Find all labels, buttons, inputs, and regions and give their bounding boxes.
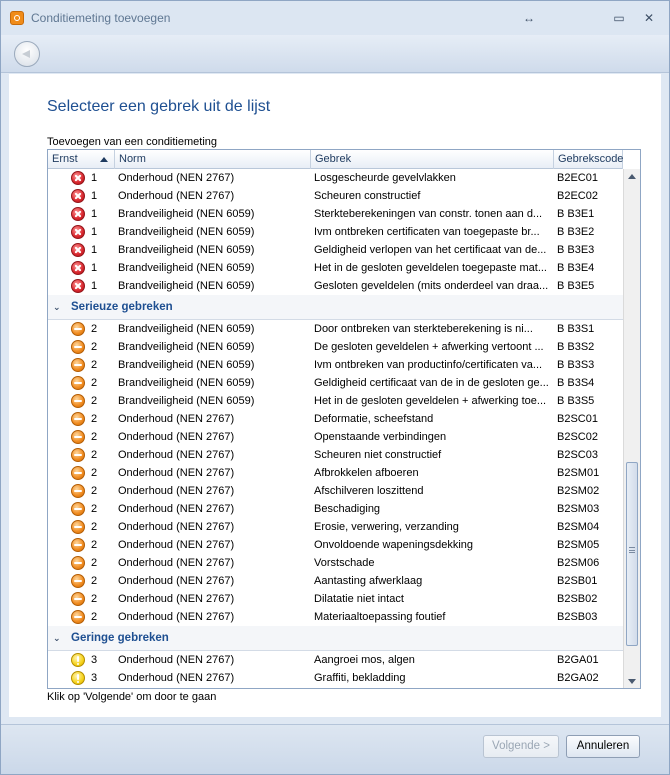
ernst-cell: 2 (91, 467, 98, 479)
norm-cell: Onderhoud (NEN 2767) (118, 190, 235, 202)
gebrek-cell: Onvoldoende wapeningsdekking (314, 539, 474, 551)
table-row[interactable] (48, 392, 623, 410)
gebrek-cell: De gesloten geveldelen + afwerking vertoont ... (314, 341, 544, 353)
severity-orange-icon (71, 358, 85, 372)
severity-orange-icon (71, 574, 85, 588)
severity-orange-icon (71, 484, 85, 498)
column-header-label: Ernst (52, 153, 78, 165)
gebrekscode-cell: B B3E4 (557, 262, 595, 274)
gebrek-cell: Geldigheid certificaat van de in de gesloten ge... (314, 377, 549, 389)
gebrekscode-cell: B2SC01 (557, 413, 598, 425)
gebrekscode-cell: B2SC02 (557, 431, 598, 443)
norm-cell: Brandveiligheid (NEN 6059) (118, 341, 255, 353)
group-header[interactable] (48, 626, 623, 651)
norm-cell: Onderhoud (NEN 2767) (118, 172, 235, 184)
table-row[interactable] (48, 446, 623, 464)
ernst-cell: 2 (91, 575, 98, 587)
gebrek-cell: Geldigheid verlopen van het certificaat van de... (314, 244, 547, 256)
severity-red-icon (71, 171, 85, 185)
table-row[interactable] (48, 320, 623, 338)
ernst-cell: 2 (91, 557, 98, 569)
norm-cell: Brandveiligheid (NEN 6059) (118, 226, 255, 238)
gebrek-cell: Afbrokkelen afboeren (314, 467, 419, 479)
group-header[interactable] (48, 295, 623, 320)
ernst-cell: 2 (91, 359, 98, 371)
group-title: Serieuze gebreken (71, 301, 173, 313)
table-row[interactable] (48, 608, 623, 626)
ernst-cell: 2 (91, 323, 98, 335)
gebrekscode-cell: B2GA01 (557, 654, 599, 666)
norm-cell: Brandveiligheid (NEN 6059) (118, 395, 255, 407)
gebrekscode-cell: B2SB01 (557, 575, 598, 587)
gebrekscode-cell: B2GA02 (557, 672, 599, 684)
gebrek-cell: Door ontbreken van sterkteberekening is ni... (314, 323, 533, 335)
back-arrow-icon[interactable] (14, 41, 40, 67)
severity-orange-icon (71, 502, 85, 516)
gebrekscode-cell: B B3E3 (557, 244, 595, 256)
gebrekscode-cell: B B3S4 (557, 377, 595, 389)
column-header-norm[interactable]: Norm (115, 150, 311, 169)
scroll-up-icon[interactable] (624, 169, 641, 185)
norm-cell: Brandveiligheid (NEN 6059) (118, 377, 255, 389)
gebrek-cell: Scheuren niet constructief (314, 449, 442, 461)
severity-orange-icon (71, 322, 85, 336)
norm-cell: Onderhoud (NEN 2767) (118, 654, 235, 666)
table-row[interactable] (48, 187, 623, 205)
table-row[interactable] (48, 223, 623, 241)
table-row[interactable] (48, 464, 623, 482)
table-row[interactable] (48, 590, 623, 608)
norm-cell: Onderhoud (NEN 2767) (118, 449, 235, 461)
hint-text: Klik op 'Volgende' om door te gaan (47, 691, 217, 703)
gebrekscode-cell: B B3S5 (557, 395, 595, 407)
table-row[interactable] (48, 277, 623, 295)
gebrekscode-cell: B2SM05 (557, 539, 600, 551)
table-row[interactable] (48, 651, 623, 669)
gebrek-cell: Losgescheurde gevelvlakken (314, 172, 456, 184)
next-button[interactable]: Volgende > (483, 735, 559, 758)
app-icon (10, 11, 24, 25)
severity-yellow-icon (71, 671, 85, 685)
sort-ascending-icon (100, 157, 108, 162)
gebrek-cell: Openstaande verbindingen (314, 431, 447, 443)
ernst-cell: 3 (91, 672, 98, 684)
severity-orange-icon (71, 412, 85, 426)
ernst-cell: 2 (91, 341, 98, 353)
ernst-cell: 2 (91, 413, 98, 425)
ernst-cell: 1 (91, 208, 98, 220)
severity-orange-icon (71, 448, 85, 462)
gebrek-cell: Graffiti, bekladding (314, 672, 406, 684)
table-row[interactable] (48, 410, 623, 428)
ernst-cell: 2 (91, 395, 98, 407)
gebrek-cell: Beschadiging (314, 503, 381, 515)
column-header-gebrekscode[interactable]: Gebrekscode (554, 150, 623, 169)
norm-cell: Onderhoud (NEN 2767) (118, 431, 235, 443)
severity-orange-icon (71, 610, 85, 624)
norm-cell: Brandveiligheid (NEN 6059) (118, 208, 255, 220)
gebrek-cell: Ivm ontbreken van productinfo/certificaten va... (314, 359, 543, 371)
gebrekscode-cell: B B3S3 (557, 359, 595, 371)
section-label: Toevoegen van een conditiemeting (47, 136, 218, 148)
ernst-cell: 1 (91, 262, 98, 274)
restore-icon[interactable]: ▭ (613, 11, 625, 25)
gebrek-cell: Het in de gesloten geveldelen toegepaste mat... (314, 262, 547, 274)
ernst-cell: 3 (91, 654, 98, 666)
navigation-toolbar (1, 35, 669, 73)
ernst-cell: 2 (91, 485, 98, 497)
norm-cell: Onderhoud (NEN 2767) (118, 575, 235, 587)
severity-orange-icon (71, 376, 85, 390)
vertical-scrollbar[interactable] (623, 169, 640, 689)
severity-red-icon (71, 207, 85, 221)
table-row[interactable] (48, 669, 623, 687)
gebrekscode-cell: B B3E2 (557, 226, 595, 238)
table-row[interactable] (48, 241, 623, 259)
gebrekscode-cell: B2EC02 (557, 190, 598, 202)
grid-header (48, 150, 623, 169)
ernst-cell: 1 (91, 244, 98, 256)
norm-cell: Brandveiligheid (NEN 6059) (118, 244, 255, 256)
ernst-cell: 1 (91, 190, 98, 202)
ernst-cell: 2 (91, 539, 98, 551)
column-header-ernst[interactable] (48, 150, 115, 169)
scroll-down-icon[interactable] (624, 673, 641, 689)
gebrekscode-cell: B B3S2 (557, 341, 595, 353)
gebrekscode-cell: B B3S1 (557, 323, 595, 335)
table-row[interactable] (48, 482, 623, 500)
gebrekscode-cell: B2SM03 (557, 503, 600, 515)
severity-red-icon (71, 189, 85, 203)
norm-cell: Onderhoud (NEN 2767) (118, 539, 235, 551)
norm-cell: Brandveiligheid (NEN 6059) (118, 262, 255, 274)
severity-red-icon (71, 225, 85, 239)
gebrekscode-cell: B2SM01 (557, 467, 600, 479)
severity-orange-icon (71, 538, 85, 552)
chevron-down-icon[interactable]: ⌄ (53, 302, 61, 312)
gebrekscode-cell: B2SM02 (557, 485, 600, 497)
norm-cell: Onderhoud (NEN 2767) (118, 503, 235, 515)
severity-orange-icon (71, 340, 85, 354)
ernst-cell: 2 (91, 377, 98, 389)
table-row[interactable] (48, 500, 623, 518)
table-row[interactable] (48, 338, 623, 356)
table-row[interactable] (48, 259, 623, 277)
gebrek-cell: Dilatatie niet intact (314, 593, 404, 605)
gebrek-cell: Vorstschade (314, 557, 375, 569)
gebrekscode-cell: B2SM06 (557, 557, 600, 569)
severity-orange-icon (71, 430, 85, 444)
gebrekscode-cell: B2SM04 (557, 521, 600, 533)
gebrek-cell: Aangroei mos, algen (314, 654, 415, 666)
severity-orange-icon (71, 556, 85, 570)
gebrek-cell: Afschilveren loszittend (314, 485, 424, 497)
table-row[interactable] (48, 356, 623, 374)
column-header-gebrek[interactable]: Gebrek (311, 150, 554, 169)
ernst-cell: 2 (91, 449, 98, 461)
resize-icon[interactable]: ↔ (523, 11, 535, 25)
gebrek-cell: Aantasting afwerklaag (314, 575, 423, 587)
table-row[interactable] (48, 374, 623, 392)
table-row[interactable] (48, 554, 623, 572)
gebrek-cell: Het in de gesloten geveldelen + afwerking toe... (314, 395, 547, 407)
footer-bar (1, 724, 669, 774)
title-bar[interactable] (1, 1, 669, 35)
norm-cell: Brandveiligheid (NEN 6059) (118, 323, 255, 335)
gebrek-cell: Erosie, verwering, verzanding (314, 521, 459, 533)
severity-red-icon (71, 261, 85, 275)
gebrekscode-cell: B2EC01 (557, 172, 598, 184)
norm-cell: Brandveiligheid (NEN 6059) (118, 280, 255, 292)
ernst-cell: 2 (91, 611, 98, 623)
ernst-cell: 2 (91, 503, 98, 515)
gebrekscode-cell: B2SB03 (557, 611, 598, 623)
gebrekscode-cell: B2SB02 (557, 593, 598, 605)
window-title: Conditiemeting toevoegen (31, 11, 171, 25)
close-icon[interactable]: ✕ (643, 11, 655, 25)
table-row[interactable] (48, 428, 623, 446)
severity-red-icon (71, 243, 85, 257)
norm-cell: Onderhoud (NEN 2767) (118, 413, 235, 425)
norm-cell: Onderhoud (NEN 2767) (118, 467, 235, 479)
chevron-down-icon[interactable]: ⌄ (53, 633, 61, 643)
gebrek-cell: Deformatie, scheefstand (314, 413, 434, 425)
severity-yellow-icon (71, 653, 85, 667)
gebrek-cell: Ivm ontbreken certificaten van toegepaste br... (314, 226, 540, 238)
ernst-cell: 1 (91, 280, 98, 292)
severity-orange-icon (71, 394, 85, 408)
table-row[interactable] (48, 518, 623, 536)
ernst-cell: 2 (91, 521, 98, 533)
norm-cell: Onderhoud (NEN 2767) (118, 485, 235, 497)
table-row[interactable] (48, 205, 623, 223)
severity-orange-icon (71, 466, 85, 480)
ernst-cell: 2 (91, 431, 98, 443)
gebrek-cell: Materiaaltoepassing foutief (314, 611, 446, 623)
ernst-cell: 2 (91, 593, 98, 605)
gebrekscode-cell: B B3E5 (557, 280, 595, 292)
severity-orange-icon (71, 592, 85, 606)
severity-red-icon (71, 279, 85, 293)
group-title: Geringe gebreken (71, 632, 169, 644)
defect-grid[interactable] (47, 149, 641, 689)
ernst-cell: 1 (91, 226, 98, 238)
norm-cell: Onderhoud (NEN 2767) (118, 557, 235, 569)
table-row[interactable] (48, 536, 623, 554)
cancel-button[interactable]: Annuleren (566, 735, 640, 758)
page-title: Selecteer een gebrek uit de lijst (47, 98, 271, 115)
table-row[interactable] (48, 572, 623, 590)
grip-icon (629, 547, 635, 553)
gebrek-cell: Sterkteberekeningen van constr. tonen aan d... (314, 208, 543, 220)
norm-cell: Onderhoud (NEN 2767) (118, 611, 235, 623)
scrollbar-thumb[interactable] (626, 462, 638, 646)
norm-cell: Onderhoud (NEN 2767) (118, 672, 235, 684)
table-row[interactable] (48, 169, 623, 187)
norm-cell: Brandveiligheid (NEN 6059) (118, 359, 255, 371)
gebrek-cell: Scheuren constructief (314, 190, 421, 202)
grid-rows (48, 169, 623, 689)
gebrek-cell: Gesloten geveldelen (mits onderdeel van draa... (314, 280, 549, 292)
gebrekscode-cell: B B3E1 (557, 208, 595, 220)
norm-cell: Onderhoud (NEN 2767) (118, 521, 235, 533)
ernst-cell: 1 (91, 172, 98, 184)
gebrekscode-cell: B2SC03 (557, 449, 598, 461)
norm-cell: Onderhoud (NEN 2767) (118, 593, 235, 605)
severity-orange-icon (71, 520, 85, 534)
